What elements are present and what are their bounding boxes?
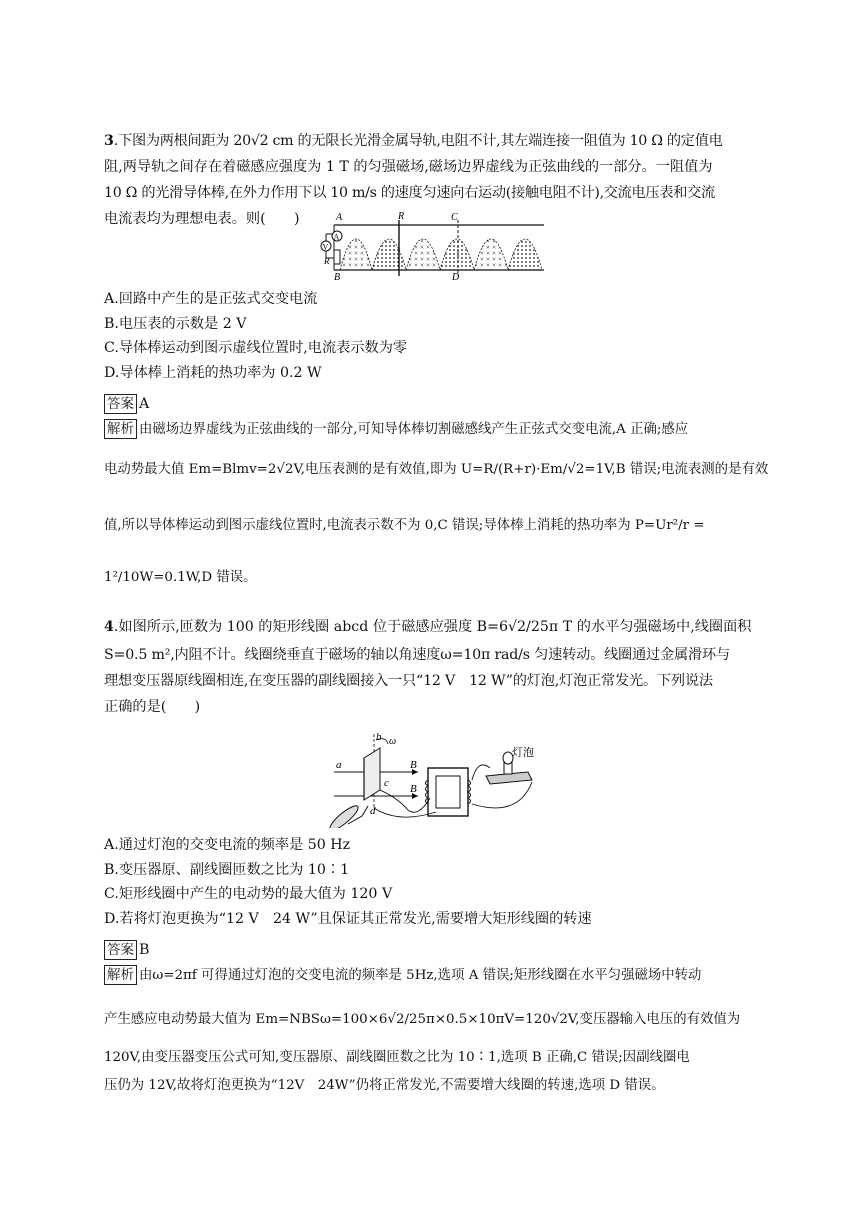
fig4-label-B2: B: [410, 783, 417, 795]
question-4-stem: [104, 612, 764, 720]
answer-tag: 答案: [104, 940, 137, 960]
question-3-stem-line-4: 电流表均为理想电表。则( ): [104, 211, 300, 227]
question-4-answer: [104, 940, 149, 960]
question-4-analysis-line-2: 产生感应电动势最大值为 Em=NBSω=100×6√2/25π×0.5×10πV=120√2V,变压器输入电压的有效值为: [104, 1012, 741, 1027]
answer-tag: 答案: [104, 394, 137, 414]
fig3-label-ammeter: A: [333, 232, 340, 242]
question-4-option-a: A.通过灯泡的交变电流的频率是 50 Hz: [104, 837, 351, 853]
question-3-analysis-line-4: 1²/10W=0.1W,D 错误。: [104, 570, 257, 585]
question-4-option-c: C.矩形线圈中产生的电动势的最大值为 120 V: [104, 886, 393, 902]
question-3-figure: [312, 208, 548, 280]
question-3-option-a: A.回路中产生的是正弦式交变电流: [104, 291, 318, 307]
question-3-answer-value: A: [139, 396, 150, 412]
question-3-option-b: B.电压表的示数是 2 V: [104, 315, 247, 332]
question-3-stem-line-2: 阻,两导轨之间存在着磁感应强度为 1 T 的匀强磁场,磁场边界虚线为正弦曲线的一部分。一阻值为: [104, 159, 713, 175]
question-4-analysis-line-4: 压仍为 12V,故将灯泡更换为“12V 24W”仍将正常发光,不需要增大线圈的转速,选项 D 错误。: [104, 1078, 665, 1093]
question-4-analysis-line-3: 120V,由变压器变压公式可知,变压器原、副线圈匝数之比为 10∶1,选项 B 正确,C 错误;因副线圈电: [104, 1050, 690, 1065]
question-3-analysis-line-1: 由磁场边界虚线为正弦曲线的一部分,可知导体棒切割磁感线产生正弦式交变电流,A 正确;感应: [139, 422, 689, 437]
question-4-stem-line-2: S=0.5 m²,内阻不计。线圈绕垂直于磁场的轴以角速度ω=10π rad/s 匀速转动。线圈通过金属滑环与: [104, 647, 730, 663]
fig3-label-V: V: [322, 242, 329, 252]
question-3-stem-line-3: 10 Ω 的光滑导体棒,在外力作用下以 10 m/s 的速度匀速向右运动(接触电阻不计),交流电压表和交流: [104, 185, 715, 201]
fig3-label-D: D: [452, 272, 460, 280]
question-4-answer-value: B: [139, 942, 150, 958]
fig4-label-lamp: 灯泡: [512, 747, 534, 759]
analysis-tag: 解析: [104, 965, 137, 985]
fig3-label-R-top: R: [398, 211, 405, 222]
fig3-label-A: A: [336, 212, 343, 223]
question-3-analysis-line-2: 电动势最大值 Em=Blmv=2√2V,电压表测的是有效值,即为 U=R/(R+r)·Em/√2=1V,B 错误;电流表测的是有效: [104, 462, 769, 477]
question-4-options: [104, 833, 764, 931]
question-4-number: 4: [104, 619, 114, 635]
fig4-label-omega: ω: [389, 736, 397, 747]
question-3-answer: [104, 394, 149, 414]
question-3-analysis-line-3: 值,所以导体棒运动到图示虚线位置时,电流表示数不为 0,C 错误;导体棒上消耗的热功率为 P=Ur²/r =: [104, 518, 705, 533]
fig4-label-a: a: [336, 759, 342, 771]
fig4-label-B1: B: [410, 759, 417, 771]
fig3-label-B: B: [334, 272, 341, 280]
question-4-analysis-line-1: 由ω=2πf 可得通过灯泡的交变电流的频率是 5Hz,选项 A 错误;矩形线圈在水平匀强磁场中转动: [139, 968, 702, 983]
question-3-options: [104, 287, 764, 385]
analysis-tag: 解析: [104, 419, 137, 439]
fig3-label-C: C: [451, 212, 458, 223]
question-3-analysis: [104, 418, 769, 598]
question-3-stem-line-1: .下图为两根间距为 20√2 cm 的无限长光滑金属导轨,电阻不计,其左端连接一阻值为 10 Ω 的定值电: [113, 133, 723, 149]
question-4-stem-line-4: 正确的是( ): [104, 699, 201, 715]
fig3-label-R: R: [324, 256, 330, 266]
question-4-stem-line-1: .如图所示,匝数为 100 的矩形线圈 abcd 位于磁感应强度 B=6√2/25π T 的水平匀强磁场中,线圈面积: [113, 619, 752, 635]
question-3-number: 3: [104, 133, 114, 149]
fig4-label-d: d: [370, 805, 376, 817]
question-4-figure: [318, 728, 544, 828]
fig4-label-c: c: [384, 777, 389, 789]
question-4-analysis: [104, 964, 764, 1094]
question-4-stem-line-3: 理想变压器原线圈相连,在变压器的副线圈接入一只“12 V 12 W”的灯泡,灯泡正常发光。下列说法: [104, 673, 713, 689]
fig4-label-b: b: [376, 731, 382, 743]
question-3-option-d: D.导体棒上消耗的热功率为 0.2 W: [104, 364, 322, 381]
question-4-option-d: D.若将灯泡更换为“12 V 24 W”且保证其正常发光,需要增大矩形线圈的转速: [104, 910, 592, 927]
question-4-option-b: B.变压器原、副线圈匝数之比为 10∶1: [104, 861, 350, 878]
question-3-option-c: C.导体棒运动到图示虚线位置时,电流表示数为零: [104, 340, 408, 356]
